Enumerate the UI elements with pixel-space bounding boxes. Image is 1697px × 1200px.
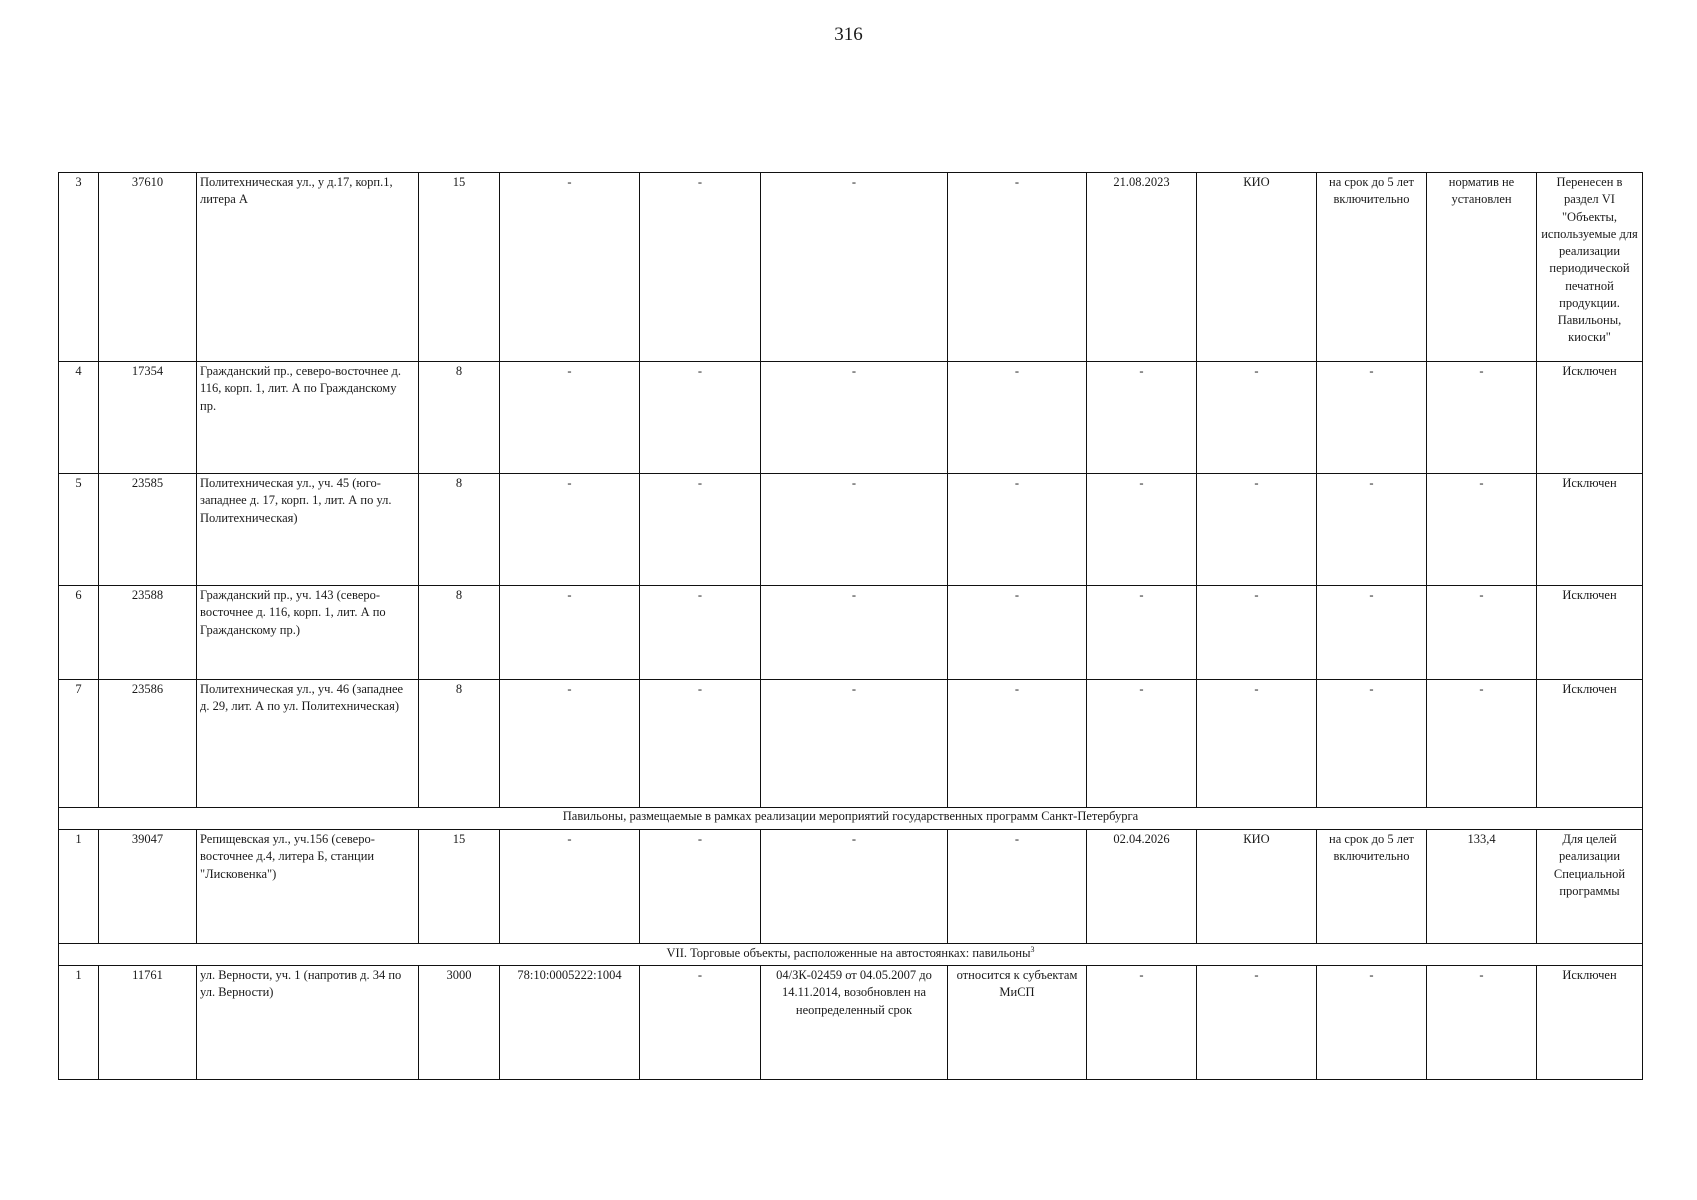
cell-col6: - (640, 474, 761, 586)
note-cell: Перенесен в раздел VI "Объекты, используемые для реализации периодической печатной продукции. Павильоны, киоски" (1537, 173, 1643, 362)
cadastral-number: - (500, 680, 640, 808)
authority-cell: - (1197, 586, 1317, 680)
note-cell: Для целей реализации Специальной программы (1537, 830, 1643, 944)
term-cell: на срок до 5 лет включительно (1317, 830, 1427, 944)
business-category: - (948, 474, 1087, 586)
business-category: - (948, 680, 1087, 808)
object-address: Политехническая ул., уч. 45 (юго-западнее д. 17, корп. 1, лит. А по ул. Политехническая) (197, 474, 419, 586)
business-category: - (948, 830, 1087, 944)
object-address: Гражданский пр., северо-восточнее д. 116, корп. 1, лит. А по Гражданскому пр. (197, 362, 419, 474)
row-number: 5 (59, 474, 99, 586)
object-address: Репищевская ул., уч.156 (северо-восточнее д.4, литера Б, станции "Лисковенка") (197, 830, 419, 944)
norm-cell: норматив не установлен (1427, 173, 1537, 362)
contract-info: - (761, 586, 948, 680)
norm-cell: - (1427, 474, 1537, 586)
term-cell: - (1317, 586, 1427, 680)
note-cell: Исключен (1537, 966, 1643, 1080)
business-category: относится к субъектам МиСП (948, 966, 1087, 1080)
table-row (59, 966, 1643, 1080)
business-category: - (948, 586, 1087, 680)
cell-col6: - (640, 362, 761, 474)
term-cell: - (1317, 966, 1427, 1080)
object-address: Гражданский пр., уч. 143 (северо-восточнее д. 116, корп. 1, лит. А по Гражданскому пр.) (197, 586, 419, 680)
cadastral-number: - (500, 586, 640, 680)
cell-col6: - (640, 966, 761, 1080)
object-area: 8 (419, 362, 500, 474)
table-row (59, 586, 1643, 680)
contract-info: 04/ЗК-02459 от 04.05.2007 до 14.11.2014, возобновлен на неопределенный срок (761, 966, 948, 1080)
contract-info: - (761, 173, 948, 362)
note-cell: Исключен (1537, 474, 1643, 586)
object-id: 23586 (99, 680, 197, 808)
object-id: 23588 (99, 586, 197, 680)
object-area: 15 (419, 830, 500, 944)
note-cell: Исключен (1537, 362, 1643, 474)
object-id: 23585 (99, 474, 197, 586)
term-cell: на срок до 5 лет включительно (1317, 173, 1427, 362)
object-id: 39047 (99, 830, 197, 944)
register-table (58, 172, 1643, 1080)
object-id: 37610 (99, 173, 197, 362)
table-row (59, 830, 1643, 944)
table-row (59, 362, 1643, 474)
contract-info: - (761, 680, 948, 808)
date-cell: - (1087, 474, 1197, 586)
authority-cell: - (1197, 680, 1317, 808)
term-cell: - (1317, 474, 1427, 586)
date-cell: - (1087, 586, 1197, 680)
contract-info: - (761, 362, 948, 474)
cadastral-number: - (500, 474, 640, 586)
row-number: 6 (59, 586, 99, 680)
cadastral-number: 78:10:0005222:1004 (500, 966, 640, 1080)
norm-cell: 133,4 (1427, 830, 1537, 944)
business-category: - (948, 362, 1087, 474)
norm-cell: - (1427, 362, 1537, 474)
table-row (59, 173, 1643, 362)
term-cell: - (1317, 362, 1427, 474)
section-row (59, 944, 1643, 966)
object-address: Политехническая ул., уч. 46 (западнее д. 29, лит. А по ул. Политехническая) (197, 680, 419, 808)
term-cell: - (1317, 680, 1427, 808)
authority-cell: - (1197, 362, 1317, 474)
norm-cell: - (1427, 680, 1537, 808)
row-number: 1 (59, 830, 99, 944)
object-area: 15 (419, 173, 500, 362)
section-row (59, 808, 1643, 830)
note-cell: Исключен (1537, 586, 1643, 680)
authority-cell: - (1197, 966, 1317, 1080)
authority-cell: КИО (1197, 830, 1317, 944)
row-number: 1 (59, 966, 99, 1080)
cell-col6: - (640, 680, 761, 808)
cadastral-number: - (500, 830, 640, 944)
section-heading-text: VII. Торговые объекты, расположенные на автостоянках: павильоны (666, 946, 1031, 961)
contract-info: - (761, 830, 948, 944)
cell-col6: - (640, 586, 761, 680)
page-number: 316 (834, 24, 863, 45)
table-row (59, 680, 1643, 808)
table-row (59, 474, 1643, 586)
date-cell: - (1087, 362, 1197, 474)
business-category: - (948, 173, 1087, 362)
row-number: 4 (59, 362, 99, 474)
cadastral-number: - (500, 362, 640, 474)
note-cell: Исключен (1537, 680, 1643, 808)
authority-cell: КИО (1197, 173, 1317, 362)
object-address: ул. Верности, уч. 1 (напротив д. 34 по ул. Верности) (197, 966, 419, 1080)
object-id: 17354 (99, 362, 197, 474)
object-area: 8 (419, 474, 500, 586)
cell-col6: - (640, 830, 761, 944)
section-heading: Павильоны, размещаемые в рамках реализации мероприятий государственных программ Санкт-Петербурга (59, 808, 1643, 830)
row-number: 7 (59, 680, 99, 808)
contract-info: - (761, 474, 948, 586)
authority-cell: - (1197, 474, 1317, 586)
cadastral-number: - (500, 173, 640, 362)
section-heading (59, 944, 1643, 966)
date-cell: - (1087, 680, 1197, 808)
object-area: 8 (419, 680, 500, 808)
norm-cell: - (1427, 966, 1537, 1080)
date-cell: - (1087, 966, 1197, 1080)
object-area: 8 (419, 586, 500, 680)
row-number: 3 (59, 173, 99, 362)
date-cell: 21.08.2023 (1087, 173, 1197, 362)
norm-cell: - (1427, 586, 1537, 680)
date-cell: 02.04.2026 (1087, 830, 1197, 944)
cell-col6: - (640, 173, 761, 362)
object-area: 3000 (419, 966, 500, 1080)
footnote-mark: 3 (1030, 945, 1035, 954)
object-address: Политехническая ул., у д.17, корп.1, литера А (197, 173, 419, 362)
object-id: 11761 (99, 966, 197, 1080)
